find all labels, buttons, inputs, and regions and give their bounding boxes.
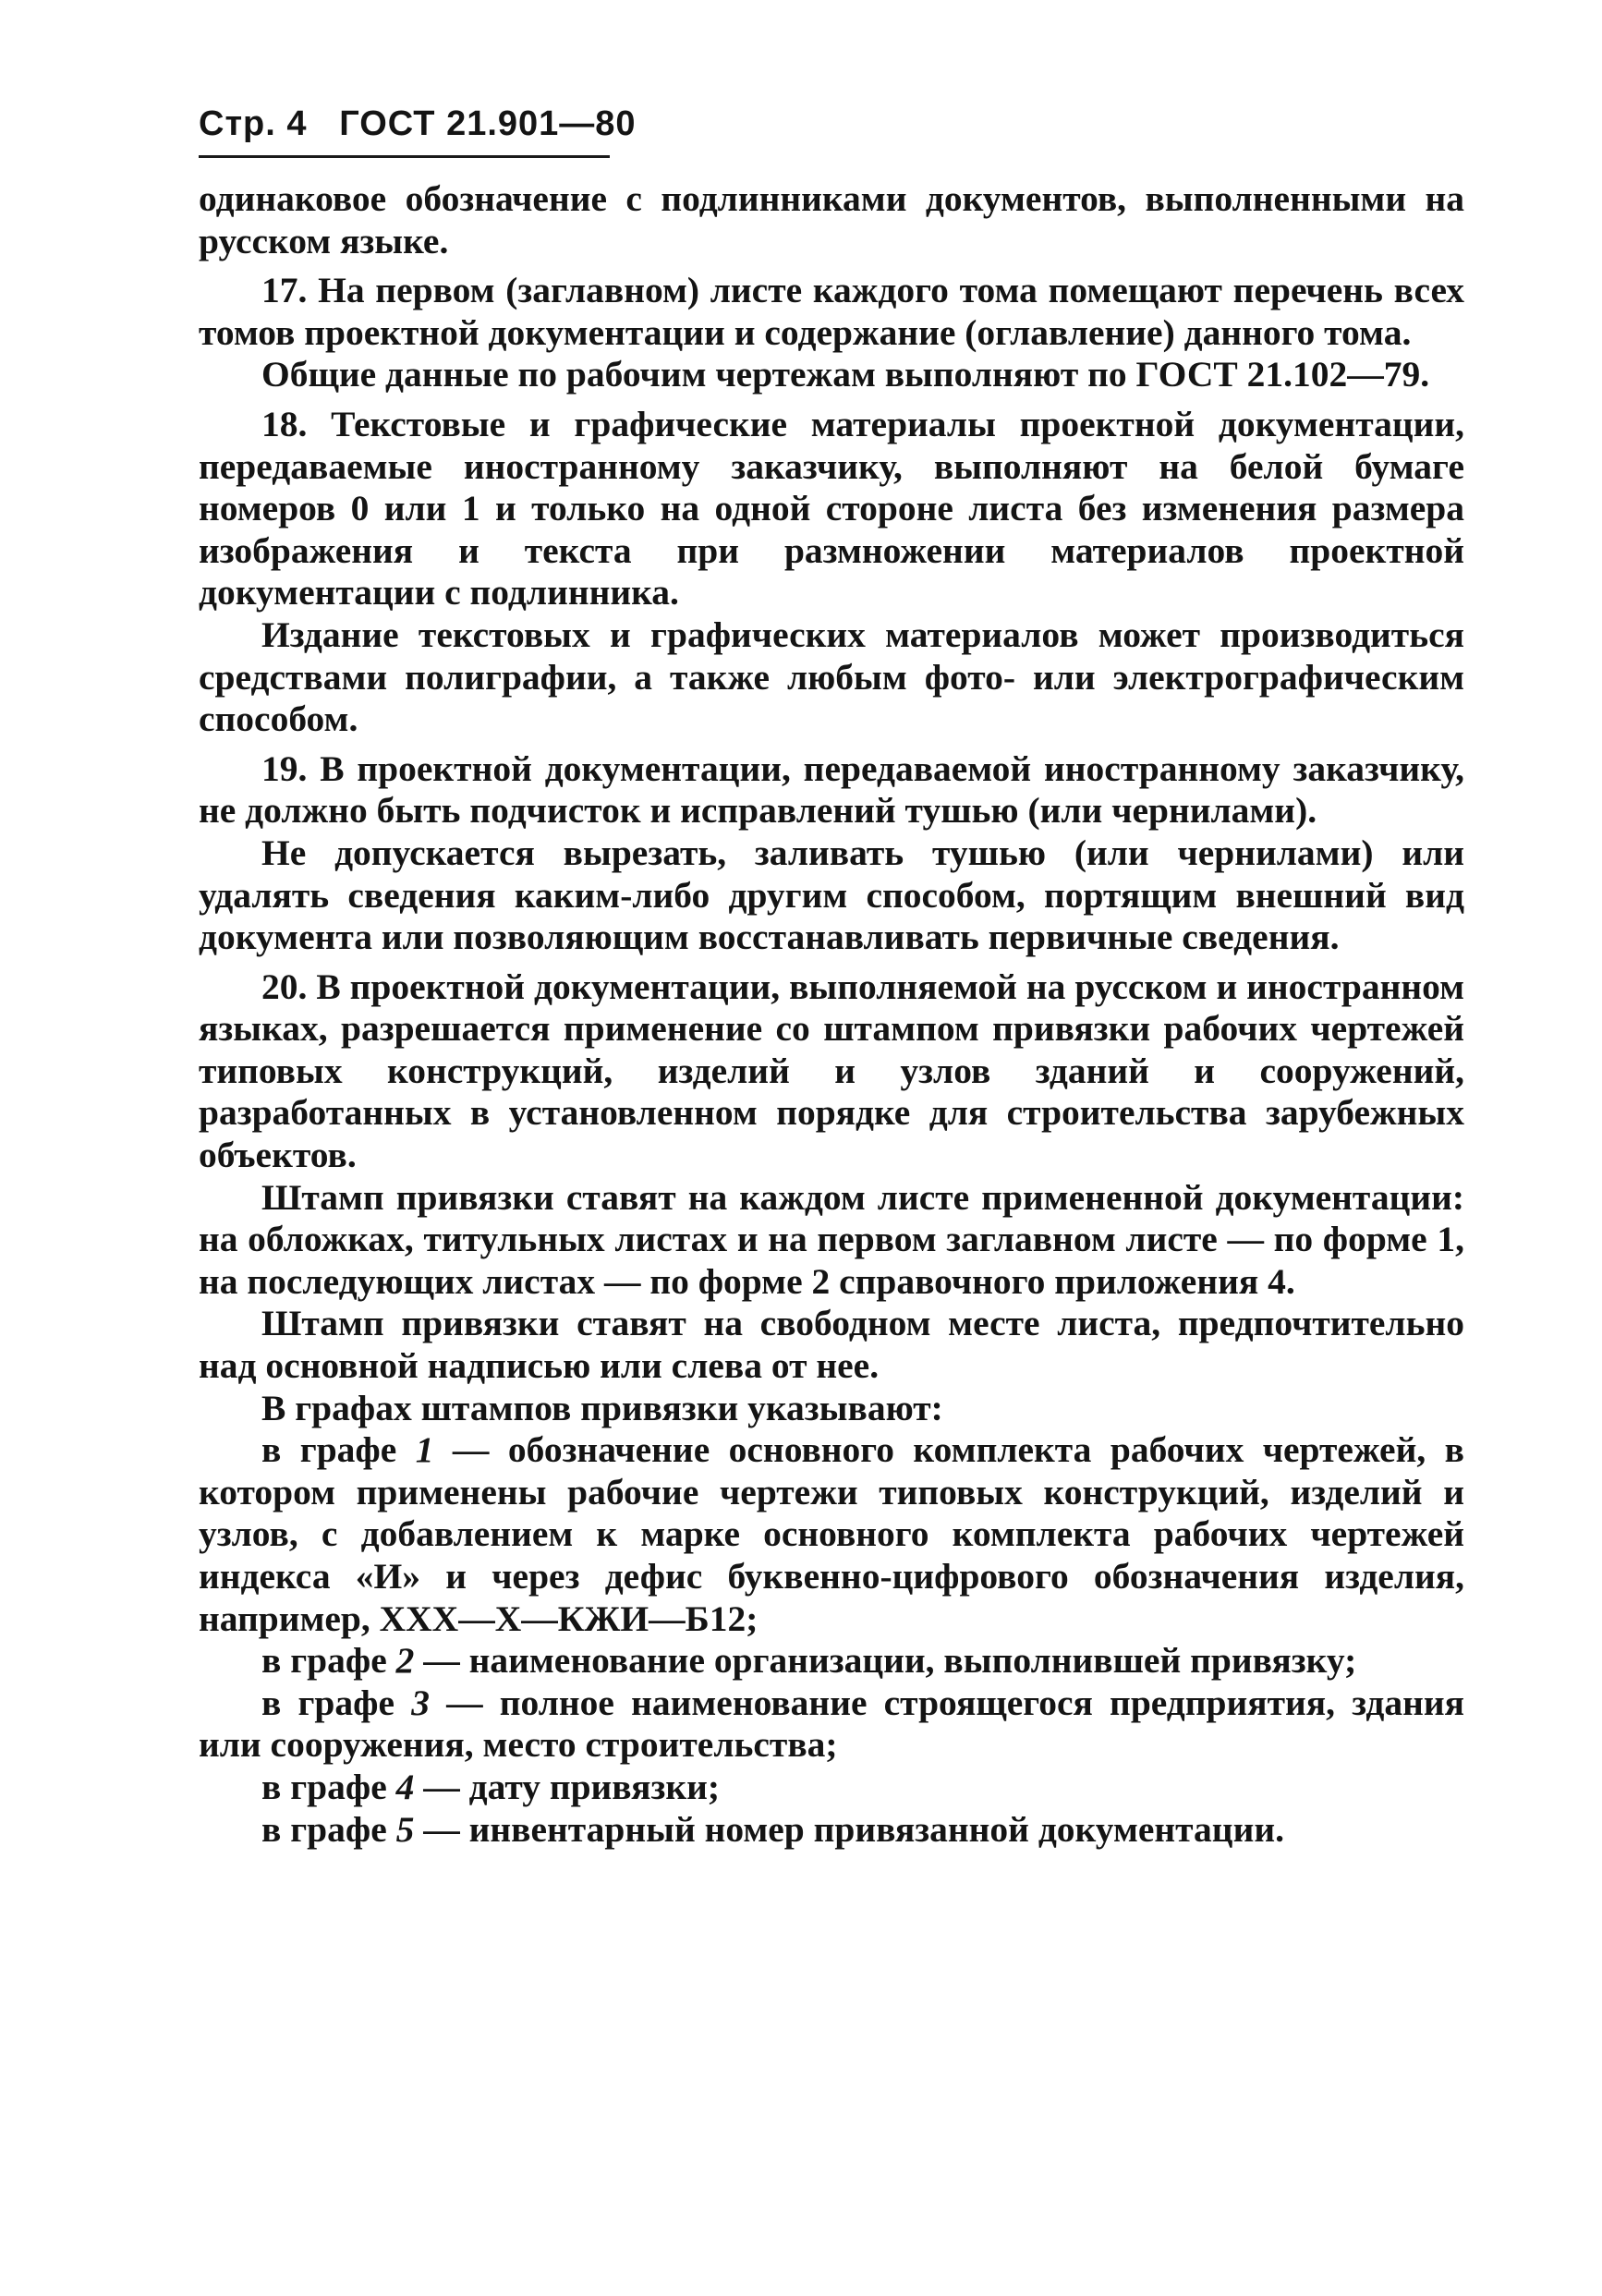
- paragraph-17-general-data: Общие данные по рабочим чертежам выполняют по ГОСТ 21.102—79.: [261, 354, 1430, 395]
- paragraph-17: 17. На первом (заглавном) листе каждого тома помещают перечень всех томов проектной документации и содержание (оглавление) данного тома.: [199, 270, 1464, 353]
- paragraph-19-prohibition: Не допускается вырезать, заливать тушью (или чернилами) или удалять сведения каким-либо другим способом, портящим внешний вид документа или позволяющим восстанавливать первичные сведения.: [199, 832, 1464, 958]
- graf-number: 2: [395, 1640, 415, 1682]
- paragraph-19: 19. В проектной документации, передаваемой иностранному заказчику, не должно быть подчисток и исправлений тушью (или чернилами).: [199, 747, 1464, 832]
- graf-number: 1: [415, 1429, 434, 1471]
- graf-item-4: в графе 4 — дату привязки;: [261, 1766, 721, 1807]
- page-number: Стр. 4: [199, 104, 308, 143]
- standard-code: ГОСТ 21.901—80: [339, 104, 637, 143]
- graf-item-1: в графе 1 — обозначение основного комплекта рабочих чертежей, в котором применены рабочие чертежи типовых конструкций, изделий и узлов, с добавлением к марке основного комплекта рабочих чертежей индекса «И» и через дефис буквенно-цифрового обозначения изделия, например, ХХХ—Х—КЖИ—Б12;: [199, 1429, 1464, 1639]
- graf-number: 3: [411, 1682, 430, 1723]
- document-body: [199, 178, 1464, 1851]
- paragraph-continuation: одинаковое обозначение с подлинниками документов, выполненными на русском языке.: [199, 178, 1464, 261]
- paragraph-20-columns-intro: В графах штампов привязки указывают:: [261, 1387, 943, 1428]
- graf-number: 5: [395, 1808, 415, 1850]
- graf-item-5: в графе 5 — инвентарный номер привязанной документации.: [261, 1808, 1284, 1850]
- paragraph-20: 20. В проектной документации, выполняемой на русском и иностранном языках, разрешается применение со штампом привязки рабочих чертежей типовых конструкций, изделий и узлов зданий и сооружений, разработанных в установленном порядке для строительства зарубежных объектов.: [199, 966, 1464, 1176]
- paragraph-18-printing: Издание текстовых и графических материалов может производиться средствами полиграфии, а также любым фото- или электрографическим способом.: [199, 613, 1464, 740]
- document-page: [199, 102, 1464, 1851]
- paragraph-20-stamp-location: Штамп привязки ставят на свободном месте листа, предпочтительно над основной надписью или слева от нее.: [199, 1303, 1464, 1387]
- paragraph-20-stamp-placement: Штамп привязки ставят на каждом листе примененной документации: на обложках, титульных листах и на первом заглавном листе — по форме 1, на последующих листах — по форме 2 справочного приложения 4.: [199, 1176, 1464, 1302]
- paragraph-18: 18. Текстовые и графические материалы проектной документации, передаваемые иностранному заказчику, выполняют на белой бумаге номеров 0 или 1 и только на одной стороне листа без изменения размера изображения и текста при размножении материалов проектной документации с подлинника.: [199, 403, 1464, 613]
- graf-number: 4: [395, 1766, 415, 1807]
- graf-item-2: в графе 2 — наименование организации, выполнившей привязку;: [261, 1640, 1357, 1682]
- page-header: [199, 102, 637, 158]
- graf-item-3: в графе 3 — полное наименование строящегося предприятия, здания или сооружения, место строительства;: [199, 1682, 1464, 1766]
